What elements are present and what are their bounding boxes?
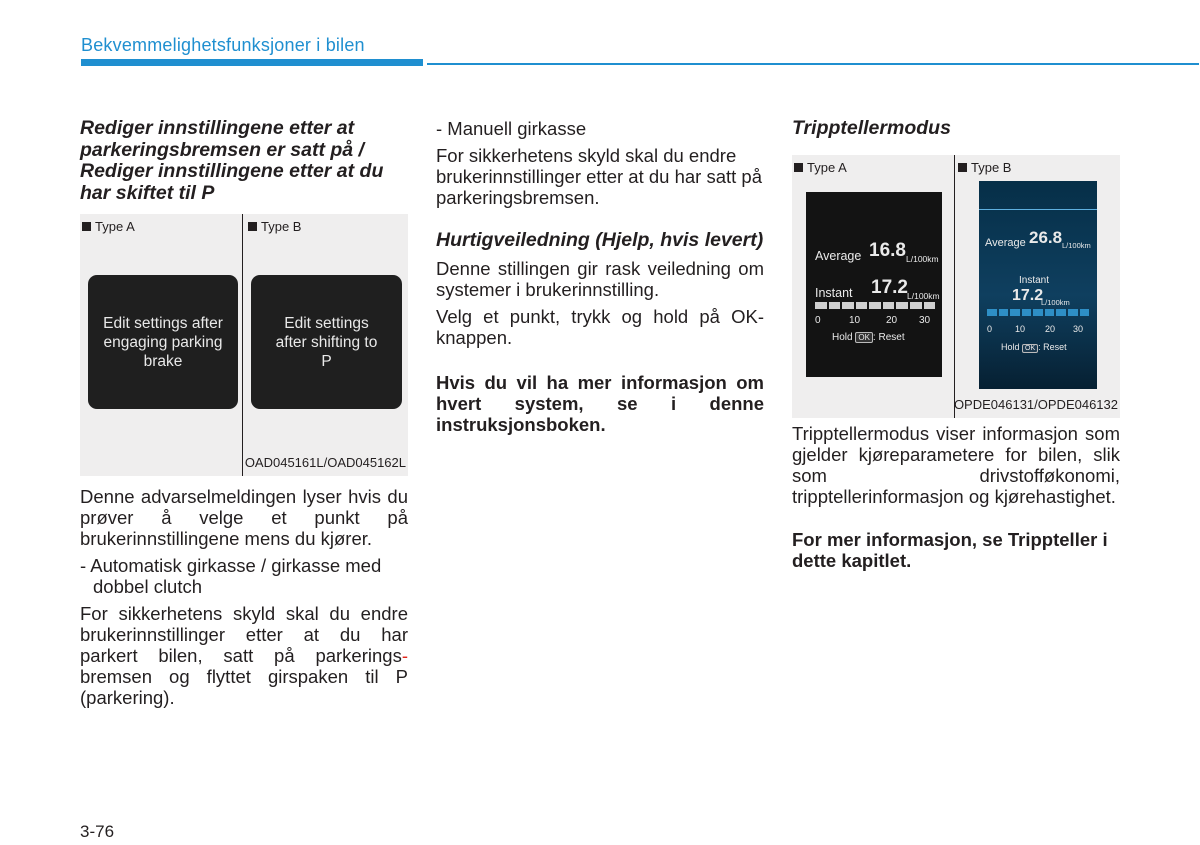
average-value: 26.8: [1029, 227, 1063, 247]
scale-tick: 10: [1015, 323, 1026, 334]
fuel-scale-bar: [987, 309, 1089, 316]
square-bullet-icon: [82, 222, 91, 231]
square-bullet-icon: [958, 163, 967, 172]
page-number: 3-76: [80, 822, 115, 841]
figure-trip-mode: [792, 155, 1120, 418]
bullet-manual: - Manuell girkasse: [436, 118, 587, 139]
instant-label: Instant: [1019, 274, 1050, 286]
scale-tick: 0: [987, 323, 993, 334]
type-a-caption: [82, 216, 135, 237]
scale-tick: 10: [849, 314, 861, 326]
scale-tick: 20: [1045, 323, 1056, 334]
hold-text: Hold: [1001, 341, 1020, 352]
warning-screen-type-a: [88, 275, 238, 409]
hold-reset-line: [832, 327, 905, 348]
square-bullet-icon: [794, 163, 803, 172]
ok-key-icon: OK: [855, 332, 873, 343]
paragraph-warning: Denne advarselmeldingen lyser hvis du prøver å velge et punkt på brukerinnstillingene mens du kjører.: [80, 486, 408, 549]
warning-message-a: Edit settings after engaging parking brake: [103, 314, 223, 370]
hold-reset-line: [1001, 337, 1067, 359]
note-trip-reference: For mer informasjon, se Trippteller i dette kapitlet.: [792, 528, 1108, 571]
instant-value: 17.2: [871, 276, 908, 298]
section-heading-quick-guide: Hurtigveiledning (Hjelp, hvis levert): [436, 229, 764, 251]
warning-screen-type-b: [251, 275, 402, 409]
scale-tick: 20: [886, 314, 898, 326]
paragraph-ok-button: Velg et punkt, trykk og hold på OK-knappen.: [436, 305, 764, 348]
type-a-label: Type A: [95, 219, 135, 234]
type-b-label: Type B: [971, 159, 1012, 175]
figure-code: OAD045161L/OAD045162L: [244, 455, 406, 470]
average-value: 16.8: [869, 239, 906, 261]
paragraph-safety-automatic: [80, 603, 408, 708]
header-bar-thick: [81, 59, 423, 66]
average-label: Average: [815, 248, 862, 263]
type-b-caption: [248, 216, 301, 237]
bullet-automatic: - Automatisk girkasse / girkasse med dobbel clutch: [80, 555, 382, 597]
figure-edit-settings: [80, 214, 408, 476]
ok-key-icon: OK: [1022, 344, 1038, 353]
display-separator: [979, 209, 1097, 210]
section-heading-edit-settings: Rediger innstillingene etter at parkeringsbremsen er satt på / Rediger innstillingene etter at du har skiftet til P: [80, 117, 384, 204]
note-more-info: Hvis du vil ha mer informasjon om hvert system, se i denne instruksjonsboken.: [436, 371, 764, 435]
instant-value: 17.2: [1012, 286, 1044, 304]
trip-display-type-a: [806, 192, 942, 377]
figure-divider: [242, 214, 243, 476]
paragraph-trip-mode: Tripptellermodus viser informasjon som gjelder kjøreparametere for bilen, slik som drivstofføkonomi, tripptellerinformasjon og kjørehastighet.: [792, 422, 1120, 507]
reset-text: : Reset: [1038, 341, 1067, 352]
figure-divider: [954, 155, 955, 418]
scale-tick: 30: [1073, 323, 1084, 334]
type-b-caption: [958, 157, 1011, 178]
section-heading-trip-mode: Tripptellermodus: [792, 117, 951, 139]
instant-label: Instant: [815, 285, 853, 300]
average-label: Average: [985, 236, 1026, 249]
square-bullet-icon: [248, 222, 257, 231]
type-a-caption: [794, 157, 847, 178]
paragraph-quick-guide: Denne stillingen gir rask veiledning om systemer i brukerinnstilling.: [436, 257, 764, 300]
header-rule: [427, 63, 1199, 65]
figure-code: OPDE046131/OPDE046132: [953, 396, 1118, 412]
instant-unit: L/100km: [1041, 297, 1070, 307]
paragraph-safety-text-end: bremsen og flyttet girspaken til P (parkering).: [80, 666, 408, 708]
type-a-label: Type A: [807, 159, 847, 175]
column-3: [792, 118, 1120, 571]
paragraph-safety-manual: For sikkerhetens skyld skal du endre brukerinnstillinger etter at du har satt på parkeringsbremsen.: [436, 145, 762, 208]
average-unit: L/100km: [906, 253, 939, 264]
scale-tick: 0: [815, 314, 821, 326]
warning-message-b: Edit settings after shifting to P: [275, 314, 378, 370]
column-1: [80, 118, 408, 708]
paragraph-safety-text: For sikkerhetens skyld skal du endre brukerinnstillinger etter at du har parkert bilen, satt på parkerings: [80, 603, 408, 666]
reset-text: : Reset: [872, 331, 905, 343]
fuel-scale-bar: [815, 302, 935, 309]
column-2: [436, 118, 764, 435]
section-title: Bekvemmelighetsfunksjoner i bilen: [81, 35, 365, 55]
trip-display-type-b: [979, 181, 1097, 389]
scale-tick: 30: [919, 314, 931, 326]
type-b-label: Type B: [261, 219, 302, 234]
average-unit: L/100km: [1062, 240, 1091, 250]
hold-text: Hold: [832, 331, 853, 343]
instant-unit: L/100km: [907, 290, 940, 301]
hyphen-mark: -: [401, 645, 408, 666]
